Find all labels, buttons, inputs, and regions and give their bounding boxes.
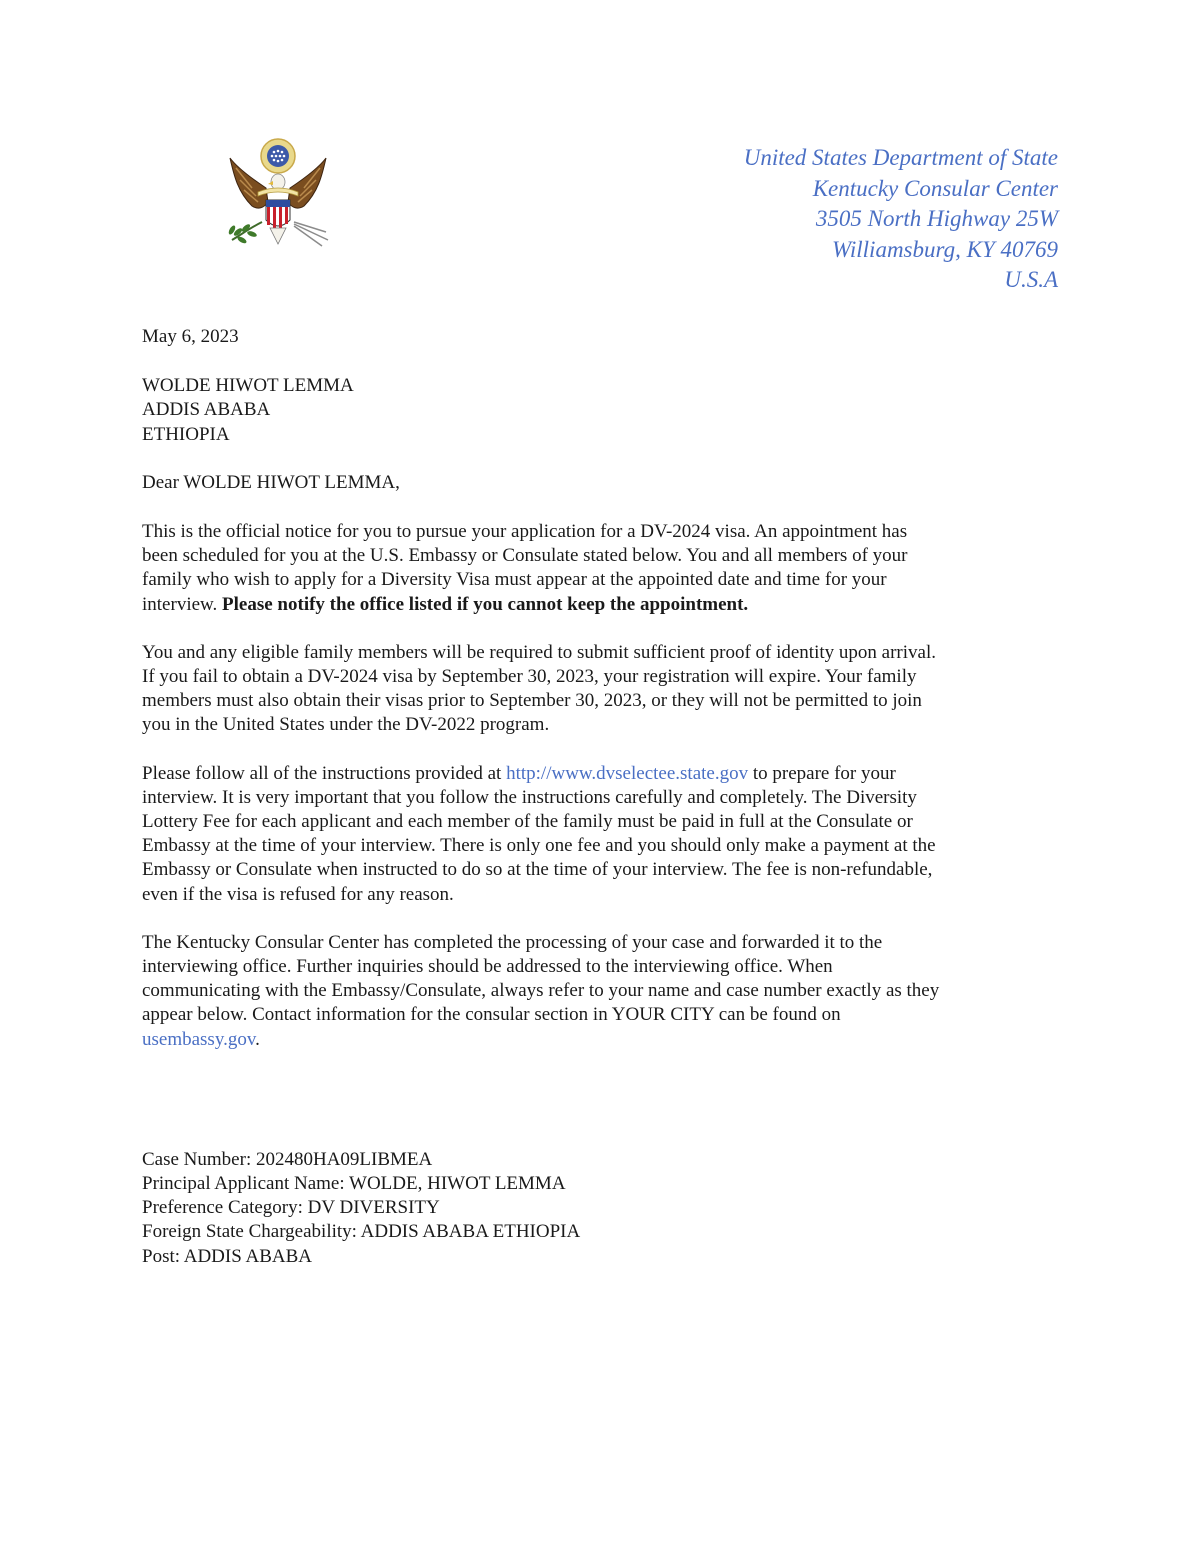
address-line: United States Department of State xyxy=(743,145,1058,170)
post: Post: ADDIS ABABA xyxy=(142,1245,312,1267)
paragraph-line: Embassy or Consulate when instructed to do so at the time of your interview. The fee is non-refundable, xyxy=(142,859,933,881)
great-seal-eagle-icon xyxy=(218,136,340,252)
recipient-line: WOLDE HIWOT LEMMA xyxy=(142,375,354,397)
address-line: Kentucky Consular Center xyxy=(812,175,1058,201)
recipient-block xyxy=(142,374,1062,447)
paragraph-processing xyxy=(142,931,1062,1052)
principal-applicant: Principal Applicant Name: WOLDE, HIWOT LEMMA xyxy=(142,1173,566,1195)
paragraph-line: The Kentucky Consular Center has completed the processing of your case and forwarded it to the xyxy=(142,931,883,953)
paragraph-text: . xyxy=(255,1028,260,1050)
address-line: 3505 North Highway 25W xyxy=(815,206,1058,231)
paragraph-line: you in the United States under the DV-2022 program. xyxy=(142,714,550,736)
paragraph-line xyxy=(142,1028,1062,1052)
notify-warning: Please notify the office listed if you cannot keep the appointment. xyxy=(222,593,749,615)
paragraph-line: You and any eligible family members will be required to submit sufficient proof of identity upon arrival. xyxy=(142,641,936,663)
address-line: Williamsburg, KY 40769 xyxy=(832,236,1058,262)
paragraph-line: Lottery Fee for each applicant and each member of the family must be paid in full at the Consulate or xyxy=(142,811,913,833)
recipient-line: ETHIOPIA xyxy=(142,423,230,445)
paragraph-line: been scheduled for you at the U.S. Embassy or Consulate stated below. You and all members of your xyxy=(142,545,908,567)
case-info xyxy=(142,1148,1062,1269)
sender-address xyxy=(744,143,1058,296)
paragraph-text: to prepare for your xyxy=(748,762,896,784)
paragraph-appointment xyxy=(142,520,1062,617)
letter-body xyxy=(142,325,1062,1269)
paragraph-line: communicating with the Embassy/Consulate, always refer to your name and case number exactly as they xyxy=(142,980,940,1002)
paragraph-instructions xyxy=(142,762,1062,907)
address-line: U.S.A xyxy=(1004,267,1058,292)
paragraph-line: appear below. Contact information for the consular section in YOUR CITY can be found on xyxy=(142,1004,841,1026)
salutation: Dear WOLDE HIWOT LEMMA, xyxy=(142,471,400,493)
usembassy-link[interactable]: usembassy.gov xyxy=(142,1028,256,1050)
case-number: Case Number: 202480HA09LIBMEA xyxy=(142,1148,433,1170)
paragraph-line: Embassy at the time of your interview. There is only one fee and you should only make a payment at the xyxy=(142,835,936,857)
paragraph-line xyxy=(142,593,1062,617)
foreign-state-chargeability: Foreign State Chargeability: ADDIS ABABA ETHIOPIA xyxy=(142,1221,581,1243)
paragraph-text: interview. xyxy=(142,593,223,615)
paragraph-line: interviewing office. Further inquiries should be addressed to the interviewing office. When xyxy=(142,956,833,978)
paragraph-text: Please follow all of the instructions provided at xyxy=(142,762,507,784)
paragraph-eligibility xyxy=(142,641,1062,738)
spacer xyxy=(142,1076,1062,1148)
paragraph-line: interview. It is very important that you follow the instructions carefully and completely. The Diversity xyxy=(142,786,917,808)
paragraph-line: This is the official notice for you to pursue your application for a DV-2024 visa. An appointment has xyxy=(142,521,908,543)
preference-category: Preference Category: DV DIVERSITY xyxy=(142,1197,440,1219)
paragraph-line: even if the visa is refused for any reason. xyxy=(142,883,454,905)
letter-date: May 6, 2023 xyxy=(142,326,239,347)
paragraph-line: If you fail to obtain a DV-2024 visa by September 30, 2023, your registration will expire. Your family xyxy=(142,666,917,688)
paragraph-line: members must also obtain their visas prior to September 30, 2023, or they will not be permitted to join xyxy=(142,690,922,712)
recipient-line: ADDIS ABABA xyxy=(142,399,271,421)
paragraph-line: family who wish to apply for a Diversity Visa must appear at the appointed date and time for your xyxy=(142,569,887,591)
dvselectee-link[interactable]: http://www.dvselectee.state.gov xyxy=(506,762,749,784)
paragraph-line xyxy=(142,762,1062,786)
